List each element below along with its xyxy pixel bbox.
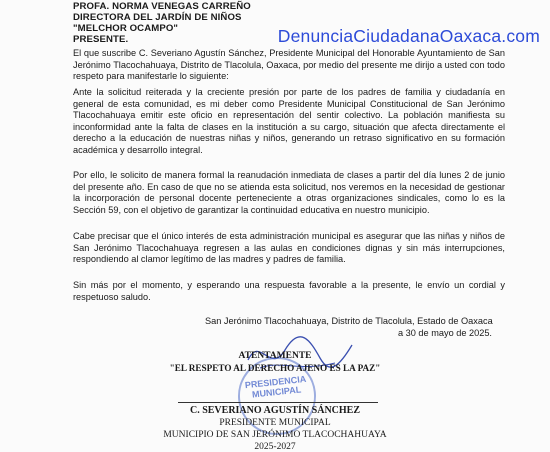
- closing-atentamente: ATENTAMENTE: [238, 351, 312, 361]
- watermark-link[interactable]: DenunciaCiudadanaOaxaca.com: [277, 26, 540, 46]
- paragraph-formal-request: Por ello, le solicito de manera formal la reanudación inmediata de clases a partir del día lunes 2 de junio del presente año. En caso de que no se atienda esta solicitud, nos veremos en la necesidad de gestionar la incorporación de personal docente perteneciente a otras organizaciones sindicales, como lo es la Sección 59, con el objetivo de garantizar la continuidad educativa en nuestro municipio.: [73, 170, 505, 215]
- paragraph-farewell: Sin más por el momento, y esperando una respuesta favorable a la presente, le envío un cordial y respetuoso saludo.: [73, 280, 505, 302]
- recipient-name: PROFA. NORMA VENEGAS CARREÑO: [73, 1, 251, 12]
- paragraph-request-context: Ante la solicitud reiterada y la creciente presión por parte de los padres de familia y ciudadanía en general de esta comunidad, es mi deber como Presidente Municipal Constitucional de San Jerónimo Tlacochahuaya emitir este oficio en representación del sentir colectivo. La población manifiesta su inconformidad ante la falta de clases en la institución a su cargo, situación que afecta directamente el derecho a la educación de nuestras niñas y niños, generando un retraso significativo en su formación académica y desarrollo integral.: [73, 87, 505, 155]
- signature-line: [178, 402, 378, 403]
- signer-municipality: MUNICIPIO DE SAN JERÓNIMO TLACOCHAHUAYA: [163, 430, 387, 440]
- signer-title: PRESIDENTE MUNICIPAL: [219, 418, 331, 428]
- school-name: "MELCHOR OCAMPO": [73, 23, 179, 34]
- paragraph-interest: Cabe precisar que el único interés de esta administración municipal es asegurar que las niñas y niños de San Jerónimo Tlacochahuaya regresen a las aulas en condiciones dignas y sin más interrupciones, respondiendo al clamor legítimo de las madres y padres de familia.: [73, 231, 505, 265]
- signer-period: 2025-2027: [254, 442, 296, 452]
- paragraph-intro: El que suscribe C. Severiano Agustín Sánchez, Presidente Municipal del Honorable Ayuntamiento de San Jerónimo Tlacochahuaya, Distrito de Tlacolula, Oaxaca, por medio del presente me dirijo a usted con todo respeto para manifestarle lo siguiente:: [73, 48, 505, 82]
- recipient-position: DIRECTORA DEL JARDÍN DE NIÑOS: [73, 12, 242, 23]
- date-line: a 30 de mayo de 2025.: [398, 328, 492, 338]
- place-line: San Jerónimo Tlacochahuaya, Distrito de Tlacolula, Estado de Oaxaca: [205, 316, 493, 326]
- presente-label: PRESENTE.: [73, 34, 129, 45]
- motto: "EL RESPETO AL DERECHO AJENO ES LA PAZ": [169, 363, 381, 373]
- signer-name: C. SEVERIANO AGUSTÍN SÁNCHEZ: [189, 405, 361, 416]
- municipal-seal: PRESIDENCIA MUNICIPAL: [234, 353, 320, 439]
